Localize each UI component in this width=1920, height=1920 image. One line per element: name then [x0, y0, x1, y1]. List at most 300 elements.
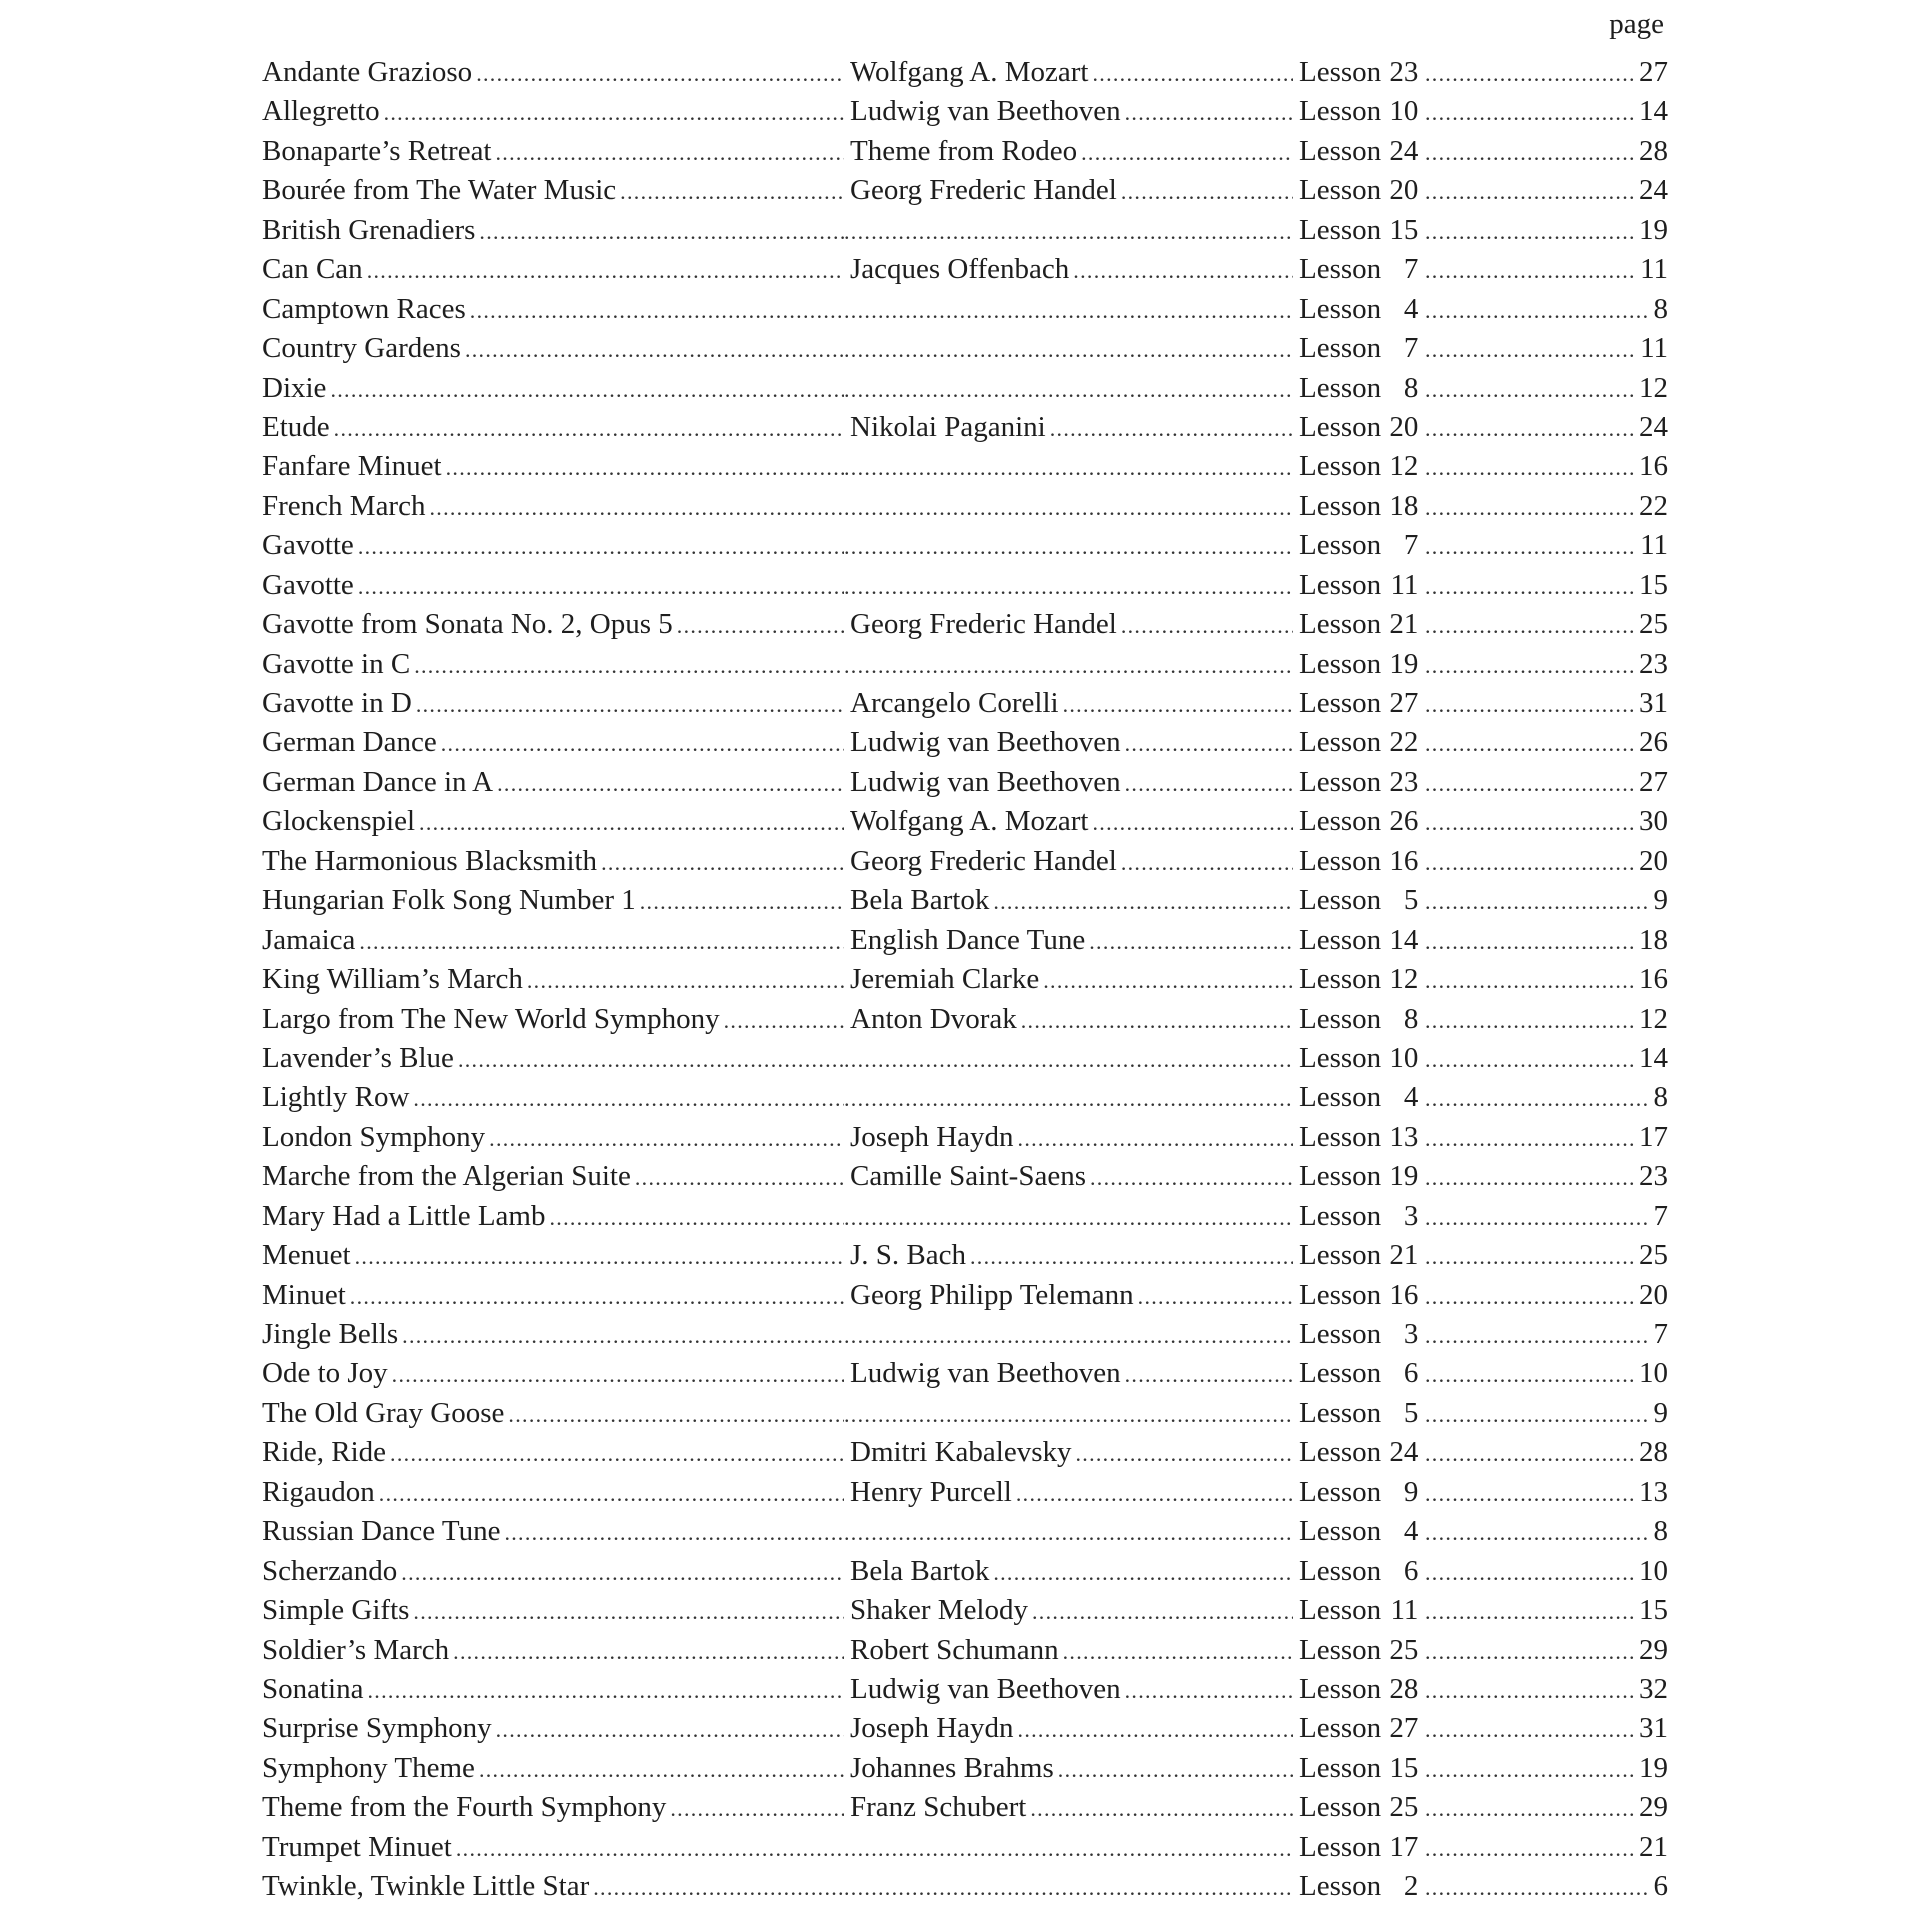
- composer-cell: [844, 1402, 1293, 1428]
- toc-entry[interactable]: [262, 135, 1668, 174]
- dot-leader: [1425, 298, 1650, 324]
- page-cell: [1425, 1239, 1668, 1272]
- lesson-cell: [1293, 1791, 1425, 1824]
- dot-leader: [1125, 731, 1293, 757]
- title-cell: [262, 569, 844, 602]
- composer-name: Nikolai Paganini: [850, 410, 1046, 443]
- dot-leader: [1425, 100, 1635, 126]
- composer-cell: [844, 574, 1293, 600]
- dot-leader: [593, 1875, 844, 1901]
- dot-leader: [367, 258, 844, 284]
- song-title: Marche from the Algerian Suite: [262, 1160, 631, 1193]
- title-cell: [262, 845, 844, 878]
- title-cell: [262, 1121, 844, 1154]
- dot-leader: [1425, 1836, 1635, 1862]
- lesson-label: Lesson 5: [1299, 1396, 1419, 1429]
- title-cell: [262, 293, 844, 326]
- dot-leader: [446, 455, 844, 481]
- dot-leader: [414, 653, 844, 679]
- title-cell: [262, 1752, 844, 1785]
- title-cell: [262, 214, 844, 247]
- composer-name: Jeremiah Clarke: [850, 963, 1040, 996]
- toc-entry[interactable]: [262, 1318, 1668, 1357]
- page-number: 30: [1639, 805, 1668, 838]
- composer-cell: [844, 726, 1293, 759]
- dot-leader: [1425, 1717, 1635, 1743]
- composer-cell: [844, 1279, 1293, 1312]
- page-cell: [1425, 766, 1668, 799]
- dot-leader: [416, 692, 844, 718]
- page-number: 16: [1639, 963, 1668, 996]
- dot-leader: [1425, 495, 1635, 521]
- toc-entry[interactable]: [262, 1003, 1668, 1042]
- composer-name: English Dance Tune: [850, 923, 1086, 956]
- lesson-cell: [1293, 1357, 1425, 1390]
- toc-entry[interactable]: [262, 1436, 1668, 1475]
- lesson-cell: [1293, 608, 1425, 641]
- song-title: Fanfare Minuet: [262, 450, 442, 483]
- lesson-label: Lesson 12: [1299, 963, 1419, 996]
- dot-leader: [1425, 1639, 1635, 1665]
- song-title: Bonaparte’s Retreat: [262, 134, 492, 167]
- title-cell: [262, 805, 844, 838]
- toc-entry[interactable]: [262, 1279, 1668, 1318]
- toc-entry[interactable]: [262, 1515, 1668, 1554]
- page-number: 10: [1639, 1554, 1668, 1587]
- page-cell: [1425, 1357, 1668, 1390]
- composer-name: Ludwig van Beethoven: [850, 1357, 1121, 1390]
- song-title: London Symphony: [262, 1120, 486, 1153]
- lesson-label: Lesson 20: [1299, 174, 1419, 207]
- song-title: Simple Gifts: [262, 1594, 410, 1627]
- song-title: Dixie: [262, 371, 327, 404]
- song-title: Lavender’s Blue: [262, 1041, 454, 1074]
- song-title: Camptown Races: [262, 292, 466, 325]
- page-number: 14: [1639, 1041, 1668, 1074]
- toc-entry[interactable]: [262, 1397, 1668, 1436]
- dot-leader: [1425, 929, 1635, 955]
- song-title: Rigaudon: [262, 1475, 375, 1508]
- song-title: Glockenspiel: [262, 805, 416, 838]
- toc-entry[interactable]: [262, 569, 1668, 608]
- lesson-label: Lesson 11: [1299, 1594, 1419, 1627]
- dot-leader: [470, 298, 844, 324]
- dot-leader: [1125, 771, 1293, 797]
- dot-leader: [413, 1086, 844, 1112]
- lesson-label: Lesson 18: [1299, 489, 1419, 522]
- lesson-label: Lesson 23: [1299, 765, 1419, 798]
- toc-entry[interactable]: [262, 845, 1668, 884]
- toc-entry[interactable]: [262, 608, 1668, 647]
- dot-leader: [1425, 574, 1635, 600]
- dot-leader: [724, 1008, 844, 1034]
- toc-entry[interactable]: [262, 1042, 1668, 1081]
- dot-leader: [1425, 455, 1635, 481]
- toc-entry[interactable]: [262, 529, 1668, 568]
- dot-leader: [1092, 810, 1293, 836]
- dot-leader: [465, 337, 844, 363]
- page-cell: [1425, 687, 1668, 720]
- lesson-cell: [1293, 1003, 1425, 1036]
- lesson-cell: [1293, 1870, 1425, 1903]
- lesson-cell: [1293, 569, 1425, 602]
- toc-entry[interactable]: [262, 1870, 1668, 1909]
- lesson-label: Lesson 25: [1299, 1791, 1419, 1824]
- toc-entry[interactable]: [262, 332, 1668, 371]
- toc-entry[interactable]: [262, 372, 1668, 411]
- dot-leader: [1121, 613, 1293, 639]
- lesson-label: Lesson 12: [1299, 450, 1419, 483]
- title-cell: [262, 884, 844, 917]
- toc-entry[interactable]: [262, 1081, 1668, 1120]
- composer-cell: [844, 56, 1293, 89]
- composer-name: Dmitri Kabalevsky: [850, 1436, 1072, 1469]
- dot-leader: [1425, 258, 1636, 284]
- lesson-label: Lesson 24: [1299, 1436, 1419, 1469]
- dot-leader: [334, 416, 844, 442]
- song-title: Menuet: [262, 1239, 351, 1272]
- composer-name: Wolfgang A. Mozart: [850, 805, 1089, 838]
- title-cell: [262, 1673, 844, 1706]
- lesson-cell: [1293, 687, 1425, 720]
- dot-leader: [1092, 61, 1293, 87]
- composer-cell: [844, 174, 1293, 207]
- page-number: 24: [1639, 174, 1668, 207]
- dot-leader: [1425, 219, 1635, 245]
- page-number: 20: [1639, 844, 1668, 877]
- lesson-cell: [1293, 1042, 1425, 1075]
- toc-entry[interactable]: [262, 1200, 1668, 1239]
- song-title: Etude: [262, 410, 330, 443]
- toc-entry[interactable]: [262, 726, 1668, 765]
- lesson-cell: [1293, 1712, 1425, 1745]
- lesson-cell: [1293, 529, 1425, 562]
- song-title: Bourée from The Water Music: [262, 174, 617, 207]
- song-title: Ride, Ride: [262, 1436, 387, 1469]
- dot-leader: [330, 377, 844, 403]
- title-cell: [262, 963, 844, 996]
- composer-cell: [844, 1712, 1293, 1745]
- dot-leader: [1425, 337, 1636, 363]
- composer-cell: [844, 653, 1293, 679]
- toc-entry[interactable]: [262, 450, 1668, 489]
- page-cell: [1425, 1318, 1668, 1351]
- page-number: 17: [1639, 1120, 1668, 1153]
- song-title: Jingle Bells: [262, 1318, 399, 1350]
- page-number: 21: [1639, 1830, 1668, 1863]
- toc-entry[interactable]: [262, 687, 1668, 726]
- composer-name: Georg Frederic Handel: [850, 608, 1117, 641]
- song-title: Allegretto: [262, 95, 380, 128]
- toc-entry[interactable]: [262, 1239, 1668, 1278]
- toc-entry[interactable]: [262, 56, 1668, 95]
- page-number: 23: [1639, 647, 1668, 680]
- lesson-cell: [1293, 450, 1425, 483]
- page-number: 20: [1639, 1278, 1668, 1311]
- title-cell: [262, 1279, 844, 1312]
- toc-entry[interactable]: [262, 924, 1668, 963]
- song-title: Gavotte from Sonata No. 2, Opus 5: [262, 608, 673, 641]
- lesson-cell: [1293, 1239, 1425, 1272]
- toc-entry[interactable]: [262, 805, 1668, 844]
- composer-name: Georg Frederic Handel: [850, 844, 1117, 877]
- dot-leader: [1425, 1047, 1635, 1073]
- dot-leader: [1121, 850, 1293, 876]
- composer-name: Joseph Haydn: [850, 1712, 1014, 1745]
- composer-cell: [844, 1673, 1293, 1706]
- dot-leader: [844, 337, 1293, 363]
- lesson-label: Lesson 13: [1299, 1120, 1419, 1153]
- composer-cell: [844, 377, 1293, 403]
- dot-leader: [1063, 692, 1293, 718]
- toc-entry[interactable]: [262, 963, 1668, 1002]
- dot-leader: [1425, 1402, 1650, 1428]
- title-cell: [262, 1791, 844, 1824]
- page-number: 8: [1653, 1081, 1668, 1114]
- song-title: Lightly Row: [262, 1081, 410, 1114]
- composer-cell: [844, 766, 1293, 799]
- song-title: Russian Dance Tune: [262, 1515, 501, 1548]
- title-cell: [262, 1239, 844, 1272]
- composer-name: Anton Dvorak: [850, 1002, 1017, 1035]
- page-number: 31: [1639, 687, 1668, 719]
- title-cell: [262, 1042, 844, 1075]
- composer-name: Ludwig van Beethoven: [850, 1672, 1121, 1705]
- page-cell: [1425, 1003, 1668, 1036]
- page-number: 29: [1639, 1791, 1668, 1824]
- lesson-label: Lesson 7: [1299, 529, 1419, 562]
- composer-name: Joseph Haydn: [850, 1120, 1014, 1153]
- dot-leader: [1425, 416, 1635, 442]
- lesson-cell: [1293, 372, 1425, 405]
- page-cell: [1425, 726, 1668, 759]
- page-cell: [1425, 608, 1668, 641]
- dot-leader: [1425, 653, 1635, 679]
- lesson-cell: [1293, 1476, 1425, 1509]
- song-title: Trumpet Minuet: [262, 1830, 452, 1863]
- toc-entry[interactable]: [262, 1673, 1668, 1712]
- page-cell: [1425, 1436, 1668, 1469]
- song-title: Symphony Theme: [262, 1751, 475, 1784]
- composer-cell: [844, 95, 1293, 128]
- dot-leader: [1425, 179, 1635, 205]
- song-title: Mary Had a Little Lamb: [262, 1199, 546, 1232]
- lesson-cell: [1293, 924, 1425, 957]
- title-cell: [262, 1476, 844, 1509]
- dot-leader: [1425, 1008, 1635, 1034]
- dot-leader: [1081, 140, 1293, 166]
- dot-leader: [358, 574, 844, 600]
- song-title: Hungarian Folk Song Number 1: [262, 884, 636, 917]
- composer-cell: [844, 963, 1293, 996]
- page-number: 7: [1653, 1199, 1668, 1232]
- title-cell: [262, 1436, 844, 1469]
- song-title: Andante Grazioso: [262, 56, 473, 88]
- dot-leader: [527, 968, 844, 994]
- toc-entry[interactable]: [262, 766, 1668, 805]
- lesson-cell: [1293, 174, 1425, 207]
- composer-cell: [844, 135, 1293, 168]
- toc-entry[interactable]: [262, 1555, 1668, 1594]
- lesson-label: Lesson 8: [1299, 371, 1419, 404]
- title-cell: [262, 1357, 844, 1390]
- toc-entry[interactable]: [262, 1752, 1668, 1791]
- lesson-label: Lesson 6: [1299, 1554, 1419, 1587]
- lesson-label: Lesson 21: [1299, 608, 1419, 641]
- page-cell: [1425, 963, 1668, 996]
- toc-entry[interactable]: [262, 1594, 1668, 1633]
- title-cell: [262, 1318, 844, 1351]
- toc-entry[interactable]: [262, 1831, 1668, 1870]
- page-cell: [1425, 490, 1668, 523]
- song-title: The Old Gray Goose: [262, 1396, 505, 1429]
- page-cell: [1425, 1594, 1668, 1627]
- lesson-label: Lesson 22: [1299, 726, 1419, 759]
- title-cell: [262, 1160, 844, 1193]
- dot-leader: [635, 1165, 844, 1191]
- toc-entry[interactable]: [262, 1357, 1668, 1396]
- toc-entry[interactable]: [262, 95, 1668, 134]
- composer-cell: [844, 1791, 1293, 1824]
- dot-leader: [640, 889, 844, 915]
- page-number: 12: [1639, 371, 1668, 404]
- dot-leader: [476, 61, 844, 87]
- toc-entry[interactable]: [262, 1791, 1668, 1830]
- lesson-cell: [1293, 1555, 1425, 1588]
- lesson-label: Lesson 19: [1299, 1160, 1419, 1193]
- dot-leader: [1125, 1362, 1293, 1388]
- dot-leader: [1425, 771, 1635, 797]
- lesson-cell: [1293, 95, 1425, 128]
- toc-entry[interactable]: [262, 884, 1668, 923]
- dot-leader: [1030, 1796, 1293, 1822]
- toc-entry[interactable]: [262, 253, 1668, 292]
- lesson-label: Lesson 3: [1299, 1199, 1419, 1232]
- song-title: Can Can: [262, 253, 363, 286]
- lesson-label: Lesson 4: [1299, 292, 1419, 325]
- toc-entry[interactable]: [262, 293, 1668, 332]
- page-number: 13: [1639, 1475, 1668, 1508]
- song-title: Sonatina: [262, 1672, 364, 1705]
- page-cell: [1425, 1397, 1668, 1430]
- title-cell: [262, 529, 844, 562]
- toc-entry[interactable]: [262, 1160, 1668, 1199]
- dot-leader: [1058, 1757, 1293, 1783]
- dot-leader: [392, 1362, 844, 1388]
- toc-entry[interactable]: [262, 490, 1668, 529]
- dot-leader: [1018, 1126, 1293, 1152]
- composer-cell: [844, 687, 1293, 720]
- toc-entry[interactable]: [262, 411, 1668, 450]
- toc-entry[interactable]: [262, 1712, 1668, 1751]
- title-cell: [262, 332, 844, 365]
- title-cell: [262, 766, 844, 799]
- song-title: Gavotte: [262, 529, 354, 562]
- composer-cell: [844, 1047, 1293, 1073]
- page-cell: [1425, 805, 1668, 838]
- composer-cell: [844, 1436, 1293, 1469]
- dot-leader: [479, 1757, 844, 1783]
- composer-cell: [844, 411, 1293, 444]
- composer-cell: [844, 298, 1293, 324]
- dot-leader: [1425, 968, 1635, 994]
- song-title: Scherzando: [262, 1554, 398, 1587]
- lesson-label: Lesson 19: [1299, 647, 1419, 680]
- toc-entry[interactable]: [262, 1121, 1668, 1160]
- lesson-cell: [1293, 490, 1425, 523]
- dot-leader: [1050, 416, 1293, 442]
- title-cell: [262, 687, 844, 720]
- page-cell: [1425, 372, 1668, 405]
- page-cell: [1425, 1791, 1668, 1824]
- lesson-label: Lesson 15: [1299, 1751, 1419, 1784]
- dot-leader: [1425, 1362, 1635, 1388]
- composer-name: Arcangelo Corelli: [850, 687, 1059, 719]
- composer-cell: [844, 1357, 1293, 1390]
- lesson-cell: [1293, 766, 1425, 799]
- composer-name: Theme from Rodeo: [850, 134, 1078, 167]
- toc-entry[interactable]: [262, 648, 1668, 687]
- page-number: 27: [1639, 56, 1668, 88]
- composer-cell: [844, 1752, 1293, 1785]
- dot-leader: [1425, 1757, 1635, 1783]
- dot-leader: [844, 1520, 1293, 1546]
- title-cell: [262, 56, 844, 89]
- table-of-contents: [262, 56, 1668, 1910]
- toc-entry[interactable]: [262, 174, 1668, 213]
- dot-leader: [1425, 1165, 1635, 1191]
- composer-name: Ludwig van Beethoven: [850, 765, 1121, 798]
- page-cell: [1425, 293, 1668, 326]
- composer-name: Henry Purcell: [850, 1475, 1012, 1508]
- lesson-label: Lesson 9: [1299, 1475, 1419, 1508]
- lesson-cell: [1293, 1752, 1425, 1785]
- composer-cell: [844, 805, 1293, 838]
- dot-leader: [1425, 140, 1635, 166]
- dot-leader: [489, 1126, 844, 1152]
- composer-cell: [844, 253, 1293, 286]
- dot-leader: [504, 1520, 844, 1546]
- toc-entry[interactable]: [262, 1476, 1668, 1515]
- dot-leader: [458, 1047, 844, 1073]
- dot-leader: [1138, 1284, 1293, 1310]
- song-title: Theme from the Fourth Symphony: [262, 1791, 667, 1824]
- dot-leader: [1018, 1717, 1293, 1743]
- page-number: 25: [1639, 608, 1668, 641]
- lesson-label: Lesson 20: [1299, 410, 1419, 443]
- page-cell: [1425, 1515, 1668, 1548]
- page-cell: [1425, 924, 1668, 957]
- dot-leader: [359, 929, 844, 955]
- dot-leader: [1425, 613, 1635, 639]
- lesson-cell: [1293, 332, 1425, 365]
- dot-leader: [1425, 1126, 1635, 1152]
- dot-leader: [620, 179, 844, 205]
- title-cell: [262, 490, 844, 523]
- toc-entry[interactable]: [262, 214, 1668, 253]
- page-number: 31: [1639, 1712, 1668, 1745]
- dot-leader: [1425, 1086, 1650, 1112]
- title-cell: [262, 1712, 844, 1745]
- dot-leader: [1121, 179, 1293, 205]
- page-number: 11: [1640, 332, 1668, 365]
- dot-leader: [844, 574, 1293, 600]
- toc-entry[interactable]: [262, 1634, 1668, 1673]
- page-column-heading: page: [1609, 8, 1664, 40]
- lesson-label: Lesson 10: [1299, 1041, 1419, 1074]
- dot-leader: [1425, 1599, 1635, 1625]
- lesson-label: Lesson 4: [1299, 1081, 1419, 1114]
